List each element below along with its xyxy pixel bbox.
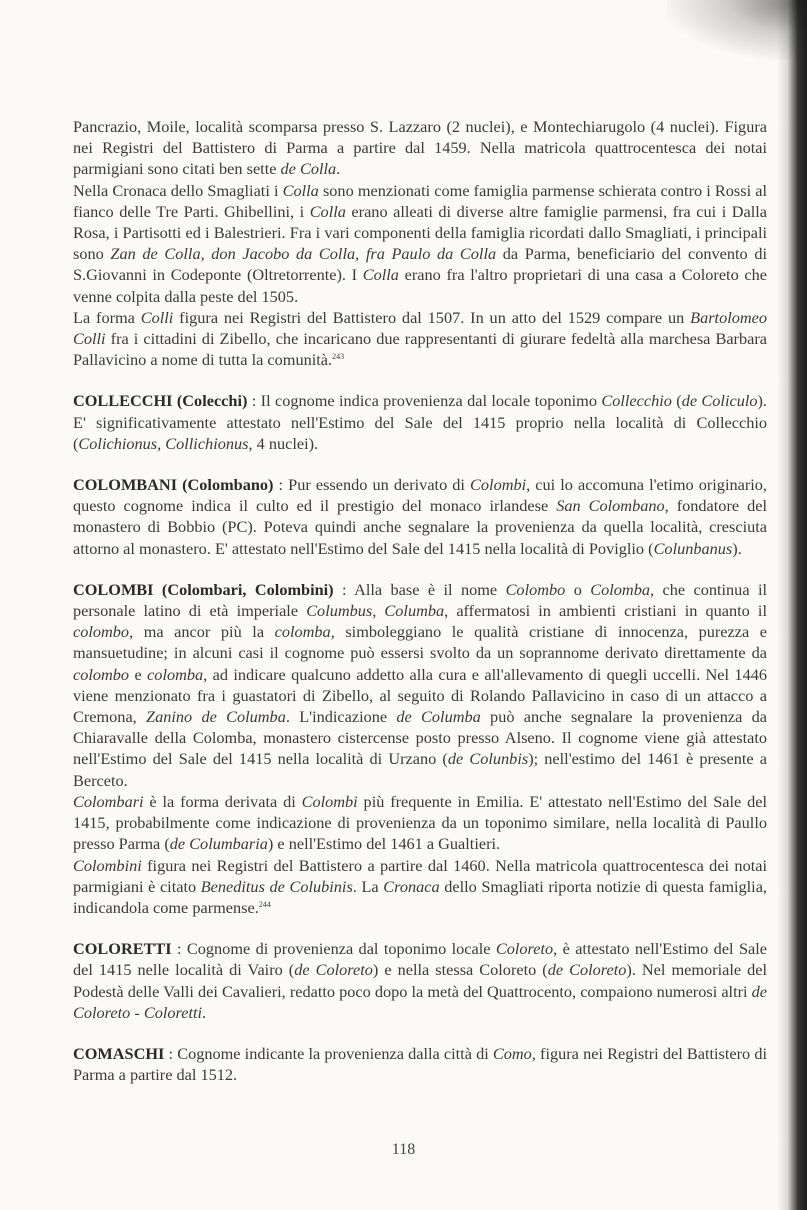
italic-run: Coloreto — [495, 939, 554, 959]
text-run: , ma ancor più la — [129, 622, 275, 642]
text-run: ). E' significativamente attestato nell'Estimo del Sale del 1415 proprio nella località di Collecchio ( — [73, 391, 767, 453]
text-run: ). Nel memoriale del Podestà delle Valli dei Cavalieri, redatto poco dopo la metà del Quattrocento, compaiono numerosi altri — [73, 960, 767, 1001]
italic-run: Beneditus de Colubinis — [200, 876, 353, 896]
italic-run: de Columba — [396, 707, 481, 727]
text-run: : Cognome indicante la provenienza dalla città di — [164, 1043, 493, 1063]
italic-run: de Coloreto - Coloretti — [73, 981, 767, 1022]
italic-run: de Colla — [280, 159, 337, 179]
text-run: Pancrazio, Moile, località scomparsa presso S. Lazzaro (2 nuclei), e Montechiarugolo (4 nuclei). Figura nei Registri del Battistero di Parma a partire dal 1459. Nella matricola quattrocentesca dei notai parmigiani sono citati ben sette — [73, 117, 767, 179]
italic-run: Colombi — [470, 475, 527, 495]
italic-run: Colomba — [590, 579, 650, 599]
text-run: , figura nei Registri del Battistero di Parma a partire dal 1512. — [73, 1043, 767, 1085]
entry-colombi — [73, 579, 767, 791]
text-run: ). — [732, 538, 742, 558]
italic-run: Zan de Colla, don Jacobo da Colla, fra Paulo da Colla — [110, 244, 497, 264]
book-spine-edge — [777, 0, 807, 1210]
text-run: ); nell'estimo del 1461 è presente a Berceto. — [73, 749, 767, 790]
text-run: , simboleggiano le qualità cristiane di innocenza, purezza e mansuetudine; in alcuni casi il cognome può essersi svolto da un soprannome derivato direttamente da — [73, 622, 767, 663]
italic-run: Cronaca — [383, 876, 440, 896]
text-run: Nella Cronaca dello Smagliati i — [73, 180, 283, 200]
text-run: , 4 nuclei). — [248, 433, 319, 453]
text-run: e — [129, 664, 148, 684]
entry-headword: COLOMBANI (Colombano) — [73, 475, 274, 495]
text-run: . — [202, 1002, 207, 1022]
text-run: fra i cittadini di Zibello, che incaricano due rappresentanti di giurare fedeltà alla marchesa Barbara Pallavicino a nome di tutta la comunità. — [73, 329, 767, 370]
text-run: La forma — [73, 307, 141, 327]
italic-run: de Colunbis — [447, 749, 529, 769]
italic-run: Zanino de Columba — [146, 707, 286, 727]
text-run: : Pur essendo un derivato di — [273, 475, 471, 495]
footnote-ref: 243 — [332, 352, 345, 362]
entry-headword: COLORETTI — [73, 939, 172, 959]
text-run: può anche segnalare la provenienza da Chiaravalle della Colomba, monastero cistercense posto presso Alseno. Il cognome viene già attestato nell'Estimo del Sale del 1415 nella località di Urzano ( — [73, 707, 767, 769]
italic-run: Colombari — [73, 791, 144, 811]
text-run: ( — [671, 391, 682, 411]
text-run: , è attestato nell'Estimo del Sale del 1415 nelle località di Vairo ( — [73, 939, 767, 980]
text-run: figura nei Registri del Battistero a partire dal 1460. Nella matricola quattrocentesca dei notai parmigiani è citato — [73, 855, 767, 896]
italic-run: Colichionus, Collichionus — [78, 433, 249, 453]
italic-run: San Colombano — [556, 496, 665, 516]
text-run: : Alla base è il nome — [333, 579, 506, 599]
text-run: , fondatore del monastero di Bobbio (PC). Poteva quindi anche segnalare la provenienza da quella località, cresciuta attorno al monastero. E' attestato nell'Estimo del Sale del 1415 nella località di Poviglio ( — [73, 496, 767, 558]
text-run: sono menzionati come famiglia parmense schierata contro i Rossi al fianco delle Tre Parti. Ghibellini, i — [73, 180, 767, 221]
italic-run: Colombini — [73, 855, 142, 875]
italic-run: Colunbanus — [653, 538, 733, 558]
entry-coloretti — [73, 938, 767, 1023]
text-run: . L'indicazione — [285, 707, 397, 727]
text-run: , cui lo accomuna l'etimo originario, questo cognome indica il culto ed il prestigio del monaco irlandese — [73, 475, 767, 516]
text-run: . — [336, 159, 341, 179]
colombini-paragraph — [73, 855, 767, 919]
italic-run: Colla — [282, 180, 319, 200]
page-body — [73, 116, 767, 1085]
italic-run: de Coloreto — [294, 960, 373, 980]
text-run: erano alleati di diverse altre famiglie parmensi, fra cui i Dalla Rosa, i Partisotti ed i Balestrieri. Fra i vari componenti della famiglia ricordati dallo Smagliati, i principali sono — [73, 201, 768, 264]
italic-run: Columbus, Columba — [306, 601, 445, 621]
entry-headword: COLOMBI (Colombari, Colombini) — [73, 579, 334, 599]
italic-run: colombo — [73, 664, 130, 684]
italic-run: de Coloreto — [547, 960, 627, 980]
colla-paragraph-2 — [73, 180, 767, 307]
italic-run: colomba — [147, 664, 204, 684]
text-run: o — [565, 579, 591, 599]
text-run: : Il cognome indica provenienza dal locale toponimo — [247, 391, 602, 411]
italic-run: Colla — [309, 201, 346, 221]
colla-paragraph-1 — [73, 116, 767, 180]
italic-run: Colli — [140, 307, 174, 327]
text-run: ) e nella stessa Coloreto ( — [372, 960, 548, 980]
italic-run: Colombo — [505, 579, 566, 599]
entry-comaschi — [73, 1043, 767, 1085]
entry-collecchi — [73, 390, 767, 454]
colombari-paragraph — [73, 791, 767, 855]
text-run: ) e nell'Estimo del 1461 a Gualtieri. — [267, 834, 501, 854]
text-run: è la forma derivata di — [143, 791, 302, 811]
entry-headword: COLLECCHI (Colecchi) — [73, 391, 248, 411]
footnote-ref: 244 — [258, 899, 271, 909]
text-run: , che continua il personale latino di età imperiale — [73, 579, 768, 621]
page-number: 118 — [391, 1141, 416, 1158]
italic-run: de Coliculo — [681, 391, 758, 411]
text-run: dello Smagliati riporta notizie di questa famiglia, indicandola come parmense. — [73, 876, 768, 917]
italic-run: colomba — [274, 622, 331, 642]
italic-run: Como — [492, 1043, 532, 1063]
text-run: figura nei Registri del Battistero dal 1507. In un atto del 1529 compare un — [173, 307, 691, 327]
text-run: più frequente in Emilia. E' attestato nell'Estimo del Sale del 1415, probabilmente come indicazione di provenienza da un toponimo similare, nella località di Paullo presso Parma ( — [73, 791, 767, 854]
italic-run: Colla — [362, 265, 399, 285]
italic-run: Colombi — [301, 791, 358, 811]
text-run: da Parma, beneficiario del convento di S.Giovanni in Codeponte (Oltretorrente). I — [73, 244, 767, 285]
text-run: , affermatosi in ambienti cristiani in quanto il — [444, 601, 767, 621]
entry-headword: COMASCHI — [73, 1043, 165, 1063]
italic-run: colombo — [73, 622, 130, 642]
text-run: . La — [352, 876, 384, 896]
entry-colombani — [73, 474, 767, 559]
italic-run: Bartolomeo Colli — [73, 307, 767, 349]
colli-paragraph — [73, 307, 767, 371]
italic-run: Collecchio — [601, 391, 672, 411]
text-run: : Cognome di provenienza dal toponimo locale — [171, 939, 496, 959]
text-run: , ad indicare qualcuno addetto alla cura e all'allevamento di quegli uccelli. Nel 1446 viene menzionato fra i guastatori di Zibello, al seguito di Rolando Pallavicino in caso di un attacco a Cremona, — [73, 664, 767, 727]
text-run: erano fra l'altro proprietari di una casa a Coloreto che venne colpita dalla peste del 1505. — [73, 265, 767, 306]
italic-run: de Columbaria — [169, 834, 268, 854]
